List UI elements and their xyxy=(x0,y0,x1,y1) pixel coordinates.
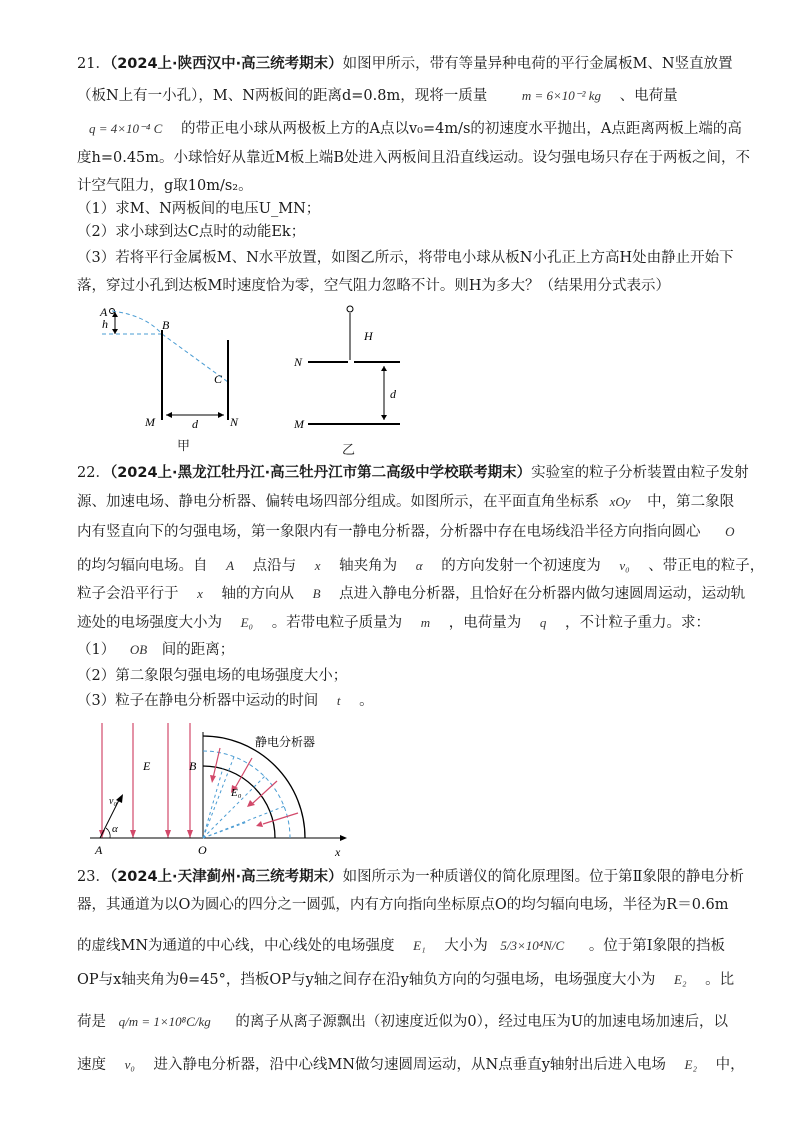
text: 、带正电的粒子， xyxy=(648,558,765,574)
text: OP与x轴夹角为θ=45°，挡板OP与y轴之间存在沿y轴负方向的匀强电场，电场强度大小为 xyxy=(77,972,656,988)
q22-part-2: （2）第二象限匀强电场的电场强度大小； xyxy=(77,668,348,684)
text: 的离子从离子源飘出（初速度近似为0），经过电压为U的加速电场加速后，以 xyxy=(235,1014,729,1030)
question-source: （2024上·陕西汉中·高三统考期末） xyxy=(109,56,343,72)
symbol-E1: E₁ xyxy=(413,938,426,953)
label-N: N xyxy=(294,355,303,369)
label-B: B xyxy=(189,759,197,773)
text: 点进入静电分析器，且恰好在分析器内做匀速圆周运动，运动轨 xyxy=(339,586,746,602)
q21-line-3 xyxy=(77,119,742,139)
text: 。比 xyxy=(705,972,735,988)
label-C: C xyxy=(214,372,223,386)
figure-jia-caption: 甲 xyxy=(177,439,191,454)
text: 点沿与 xyxy=(252,558,297,574)
label-E: E xyxy=(143,759,151,773)
symbol-OB: OB xyxy=(129,642,148,657)
q23-line-5 xyxy=(77,1012,728,1032)
label-A: A xyxy=(95,843,103,857)
symbol-v0: v₀ xyxy=(124,1057,135,1072)
question-source: （2024上·天津蓟州·高三统考期末） xyxy=(109,869,343,885)
q22-part-1 xyxy=(77,640,234,660)
q21-line-1 xyxy=(77,54,733,74)
q22-line-4 xyxy=(77,556,764,576)
text: 速度 xyxy=(77,1057,106,1073)
figure-q22 xyxy=(85,718,350,860)
text: 源、加速电场、静电分析器、偏转电场四部分组成。如图所示，在平面直角坐标系 xyxy=(77,494,599,510)
label-d: d xyxy=(192,417,198,431)
charge-mass-ratio: q/m = 1×10⁸C/kg xyxy=(118,1014,211,1029)
label-N: N xyxy=(230,415,239,429)
label-v0: v₀ xyxy=(109,796,117,807)
symbol-x: x xyxy=(314,558,321,573)
symbol-q: q xyxy=(539,615,547,630)
label-B: B xyxy=(162,318,170,332)
question-number: 21． xyxy=(77,56,110,72)
label-M: M xyxy=(145,415,155,429)
q22-line-6 xyxy=(77,613,710,633)
symbol-alpha: α xyxy=(415,558,423,573)
symbol-B: B xyxy=(312,586,321,601)
figure-jia xyxy=(90,300,260,450)
charge-formula: q = 4×10⁻⁴ C xyxy=(89,121,163,136)
text: ，不计粒子重力。求： xyxy=(565,615,711,631)
text: 如图所示为一种质谱仪的简化原理图。位于第Ⅱ象限的静电分析 xyxy=(342,869,744,885)
text: （板N上有一小孔），M、N两板间的距离d=0.8m，现将一质量 xyxy=(77,88,488,104)
text: 内有竖直向下的匀强电场，第一象限内有一静电分析器，分析器中存在电场线沿半径方向指向圆心 xyxy=(77,524,701,540)
text: 大小为 xyxy=(444,938,488,954)
q23-line-2: 器，其通道为以O为圆心的四分之一圆弧，内有方向指向坐标原点O的均匀辐向电场，半径为R＝0.6m xyxy=(77,897,729,913)
E1-value: 5/3×10⁴N/C xyxy=(500,938,565,953)
label-h: h xyxy=(102,317,108,331)
symbol-E0: E₀ xyxy=(240,615,254,630)
text: 间的距离； xyxy=(161,642,235,658)
symbol-E2: E₂ xyxy=(684,1057,698,1072)
q22-line-2 xyxy=(77,492,734,512)
symbol-m: m xyxy=(420,615,431,630)
text: 轴夹角为 xyxy=(339,558,398,574)
question-number: 23． xyxy=(77,869,110,885)
text: 荷是 xyxy=(77,1014,106,1030)
text: 的方向发射一个初速度为 xyxy=(441,558,601,574)
text: 的均匀辐向电场。自 xyxy=(77,558,208,574)
mass-formula: m = 6×10⁻² kg xyxy=(521,88,602,103)
q22-line-5 xyxy=(77,584,745,604)
q21-part-2: （2）求小球到达C点时的动能Ek； xyxy=(77,224,306,240)
text: （3）粒子在静电分析器中运动的时间 xyxy=(77,693,319,709)
label-x: x xyxy=(335,845,341,859)
label-analyzer: 静电分析器 xyxy=(255,735,316,749)
xoy-symbol: xOy xyxy=(609,494,631,509)
q21-line-2 xyxy=(77,86,678,106)
q21-part-3-cont: 落，穿过小孔到达板M时速度恰为零，空气阻力忽略不计。则H为多大？（结果用分式表示） xyxy=(77,278,670,294)
figure-yi xyxy=(290,300,420,440)
symbol-O: O xyxy=(725,524,735,539)
q23-line-4 xyxy=(77,970,734,990)
symbol-t: t xyxy=(336,693,341,708)
q21-line-5: 计空气阻力，g取10m/s₂。 xyxy=(77,178,253,194)
symbol-E2: E₂ xyxy=(674,972,687,987)
figure-yi-caption: 乙 xyxy=(342,443,356,458)
text: 进入静电分析器，沿中心线MN做匀速圆周运动，从N点垂直y轴射出后进入电场 xyxy=(153,1057,666,1073)
label-H: H xyxy=(364,329,373,343)
text: 轴的方向从 xyxy=(221,586,294,602)
q22-line-1 xyxy=(77,463,749,483)
label-M: M xyxy=(294,417,304,431)
text: 中，第二象限 xyxy=(647,494,735,510)
symbol-A: A xyxy=(226,558,235,573)
text: 。位于第Ⅰ象限的挡板 xyxy=(588,938,726,954)
text: 的虚线MN为通道的中心线，中心线处的电场强度 xyxy=(77,938,395,954)
q23-line-1 xyxy=(77,867,744,887)
q21-part-3: （3）若将平行金属板M、N水平放置，如图乙所示，将带电小球从板N小孔正上方高H处由静止开始下 xyxy=(77,250,734,266)
text: 的带正电小球从两极板上方的A点以v₀=4m/s的初速度水平抛出，A点距离两板上端的高 xyxy=(180,121,742,137)
text: 实验室的粒子分析装置由粒子发射 xyxy=(531,465,749,481)
text: 、电荷量 xyxy=(619,88,678,104)
text: 粒子会沿平行于 xyxy=(77,586,179,602)
label-d: d xyxy=(390,387,396,401)
symbol-x: x xyxy=(197,586,203,601)
text: 。若带电粒子质量为 xyxy=(271,615,403,631)
label-O: O xyxy=(198,843,207,857)
q22-part-3 xyxy=(77,691,374,711)
question-number: 22． xyxy=(77,465,110,481)
text: 。 xyxy=(359,693,374,709)
label-alpha: α xyxy=(112,823,118,835)
text: （1） xyxy=(77,642,116,658)
text: 中， xyxy=(715,1057,745,1073)
symbol-v0: v₀ xyxy=(619,558,630,573)
q23-line-3 xyxy=(77,936,725,956)
q21-line-4: 度h=0.45m。小球恰好从靠近M板上端B处进入两板间且沿直线运动。设匀强电场只存在于两板之间，不 xyxy=(77,150,751,166)
label-A: A xyxy=(100,305,108,319)
text: ，电荷量为 xyxy=(448,615,522,631)
text: 如图甲所示，带有等量异种电荷的平行金属板M、N竖直放置 xyxy=(342,56,733,72)
question-source: （2024上·黑龙江牡丹江·高三牡丹江市第二高级中学校联考期末） xyxy=(109,465,532,481)
q21-part-1: （1）求M、N两板间的电压U_MN； xyxy=(77,201,321,217)
text: 迹处的电场强度大小为 xyxy=(77,615,222,631)
label-E0: E₀ xyxy=(231,787,242,799)
q22-line-3 xyxy=(77,522,735,542)
q23-line-6 xyxy=(77,1055,745,1075)
